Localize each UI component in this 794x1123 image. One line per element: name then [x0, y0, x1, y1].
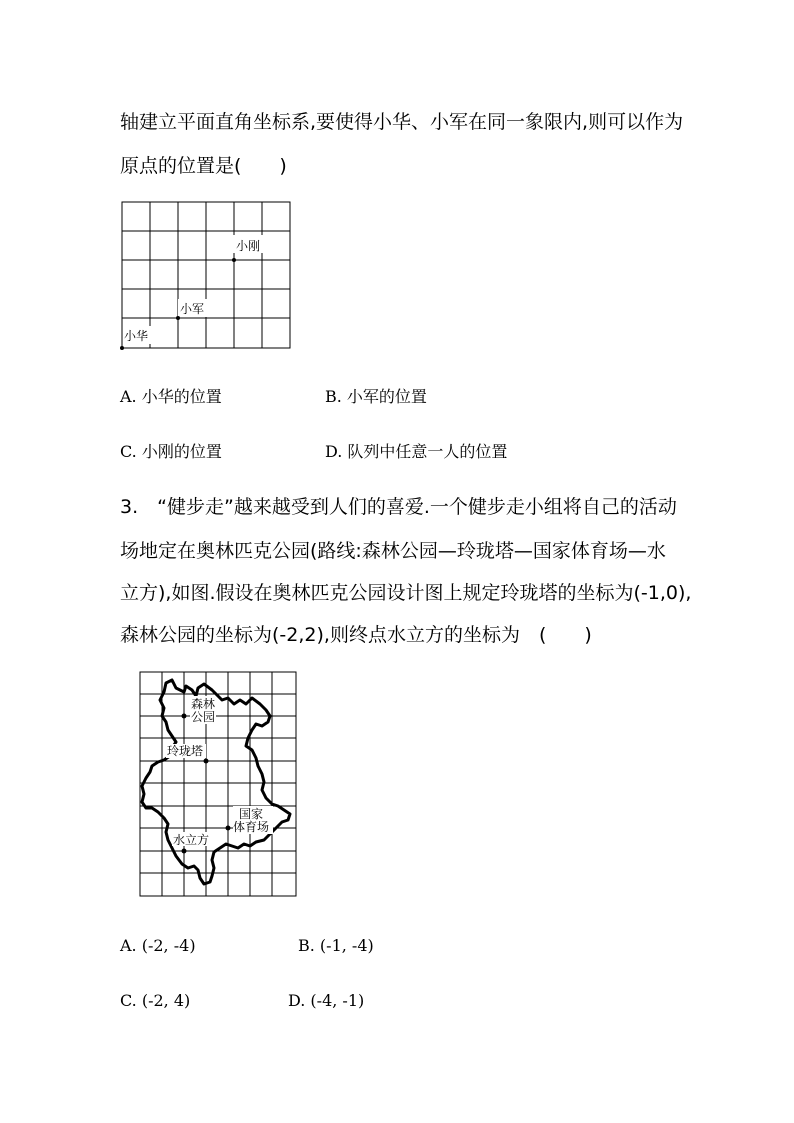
- q2-text-line-1: 轴建立平面直角坐标系,要使得小华、小军在同一象限内,则可以作为: [120, 111, 684, 133]
- stadium-label-2: 体育场: [233, 820, 270, 834]
- forest-park-label-2: 公园: [191, 710, 216, 724]
- stadium-point: [226, 826, 231, 831]
- q3-option-c: C. (-2, 4): [120, 991, 191, 1010]
- water-cube-label: 水立方: [173, 833, 210, 847]
- forest-park-label-1: 森林: [191, 697, 216, 711]
- q2-option-b: B. 小军的位置: [325, 387, 427, 406]
- q3-option-b: B. (-1, -4): [298, 936, 374, 955]
- tower-label: 玲珑塔: [167, 744, 204, 758]
- water-cube-point: [182, 849, 187, 854]
- q3-text-line-1: 3. “健步走”越来越受到人们的喜爱.一个健步走小组将自己的活动: [120, 496, 677, 518]
- q3-text-line-3: 立方),如图.假设在奥林匹克公园设计图上规定玲珑塔的坐标为(-1,0),: [120, 582, 692, 604]
- stadium-label-1: 国家: [239, 807, 264, 821]
- forest-park-point: [182, 714, 187, 719]
- q3-text-line-4: 森林公园的坐标为(-2,2),则终点水立方的坐标为 ( ): [120, 624, 592, 646]
- q3-option-a: A. (-2, -4): [120, 936, 196, 955]
- tower-point: [204, 759, 209, 764]
- q2-option-d: D. 队列中任意一人的位置: [325, 442, 508, 461]
- xiaogang-label: 小刚: [236, 239, 261, 253]
- q2-option-a: A. 小华的位置: [120, 387, 222, 406]
- q3-text-line-2: 场地定在奥林匹克公园(路线:森林公园—玲珑塔—国家体育场—水: [120, 540, 666, 562]
- xiaojun-label: 小军: [180, 302, 205, 316]
- q3-option-d: D. (-4, -1): [288, 991, 365, 1010]
- xiaohua-label: 小华: [124, 329, 149, 343]
- q2-option-c: C. 小刚的位置: [120, 442, 222, 461]
- q2-text-line-2: 原点的位置是( ): [120, 155, 287, 177]
